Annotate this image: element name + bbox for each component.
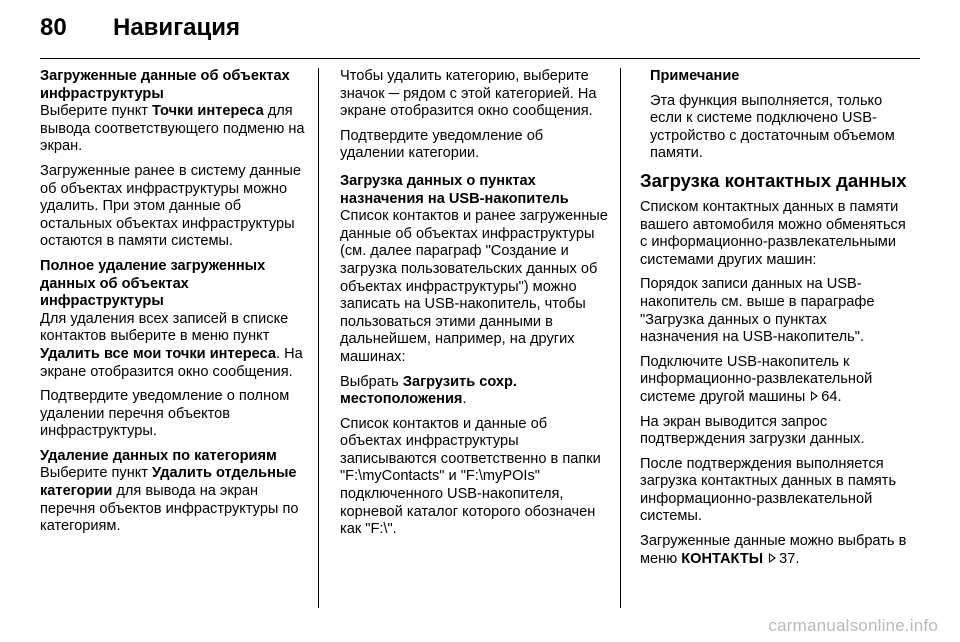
- page-title: Навигация: [113, 14, 241, 41]
- page-reference-arrow-icon: [769, 553, 776, 563]
- header-divider: [40, 58, 920, 59]
- paragraph-after-confirm: После подтверждения выполняется загрузка контактных данных в память информационно-развлекательной системы.: [640, 455, 897, 525]
- page-reference-arrow-icon: [811, 391, 818, 401]
- paragraph-confirm-category: Подтвердите уведомление об удалении категории.: [340, 127, 544, 162]
- paragraph-delete-info: Загруженные ранее в систему данные об объектах инфраструктуры можно удалить. При этом данные об остальных объектах инфраструктуры остаются в памяти системы.: [40, 162, 301, 250]
- column-middle: [340, 68, 608, 546]
- column-right: [640, 68, 908, 575]
- column-divider-1: [318, 68, 319, 608]
- menu-item-save-locations: Загрузить сохр. местоположения: [340, 373, 517, 408]
- heading-contacts-import: Загрузка контактных данных: [640, 169, 907, 191]
- paragraph-usb-export: Список контактов и ранее загруженные данные об объектах инфраструктуры (см. далее параграф "Создание и загрузка пользовательских данных об объектах инфраструктуры") можно записать на USB-накопитель, чтобы пользоваться этими данными в дальнейшем, например, на других машинах:: [340, 208, 608, 365]
- menu-item-delete-categories: Удалить отдельные категории: [40, 465, 297, 500]
- heading-loaded-poi: Загруженные данные об объектах инфраструктуры: [40, 68, 290, 102]
- heading-usb-export: Загрузка данных о пунктах назначения на USB-накопитель: [340, 172, 569, 207]
- page-number: 80: [40, 14, 67, 41]
- column-left: [40, 68, 308, 543]
- paragraph-folders: Список контактов и данные об объектах инфраструктуры записываются соответственно в папки "F:\myContacts" и "F:\myPOIs" подключенного USB-накопителя, корневой каталог которого обозначен как "F:\".: [340, 415, 601, 538]
- page-reference: 64: [821, 388, 838, 405]
- paragraph-connect-usb: Подключите USB-накопитель к информационно-развлекательной системе другой машины 64.: [640, 353, 873, 405]
- note-text: Эта функция выполняется, только если к системе подключено USB-устройство с достаточным объемом памяти.: [650, 92, 895, 162]
- menu-item-poi: Точки интереса: [152, 103, 264, 120]
- paragraph-usb-order: Порядок записи данных на USB-накопитель см. выше в параграфе "Загрузка данных о пунктах назначения на USB-накопитель".: [640, 276, 875, 346]
- paragraph-contacts-menu: Загруженные данные можно выбрать в меню КОНТАКТЫ 37.: [640, 533, 907, 567]
- note-block: [650, 68, 908, 163]
- column-divider-2: [620, 68, 621, 608]
- paragraph-confirm-request: На экран выводится запрос подтверждения загрузки данных.: [640, 413, 865, 448]
- heading-delete-by-category: Удаление данных по категориям: [40, 447, 277, 464]
- menu-item-contacts: КОНТАКТЫ: [681, 550, 764, 567]
- page-reference: 37: [779, 550, 796, 567]
- paragraph-full-delete: Для удаления всех записей в списке контактов выберите в меню пункт Удалить все мои точки интереса. На экране отобразится окно сообщения.: [40, 310, 303, 380]
- page-header: [40, 14, 240, 54]
- paragraph-select-save: Выбрать Загрузить сохр. местоположения.: [340, 373, 517, 408]
- paragraph-delete-category: Чтобы удалить категорию, выберите значок ─ рядом с этой категорией. На экране отобразится окно сообщения.: [340, 68, 597, 120]
- menu-item-delete-all: Удалить все мои точки интереса: [40, 345, 277, 362]
- paragraph-delete-by-category: Выберите пункт Удалить отдельные категории для вывода на экран перечня объектов инфраструктуры по категориям.: [40, 465, 299, 535]
- heading-full-delete: Полное удаление загруженных данных об объектах инфраструктуры: [40, 257, 266, 310]
- note-title: Примечание: [650, 68, 740, 84]
- paragraph-select-poi: Выберите пункт Точки интереса для вывода соответствующего подменю на экран.: [40, 103, 305, 155]
- watermark: carmanualsonline.info: [768, 616, 938, 635]
- paragraph-confirm-full-delete: Подтвердите уведомление о полном удалении перечня объектов инфраструктуры.: [40, 388, 290, 440]
- paragraph-contacts-exchange: Списком контактных данных в памяти вашего автомобиля можно обменяться с информационно-развлекательными системами других машин:: [640, 198, 906, 268]
